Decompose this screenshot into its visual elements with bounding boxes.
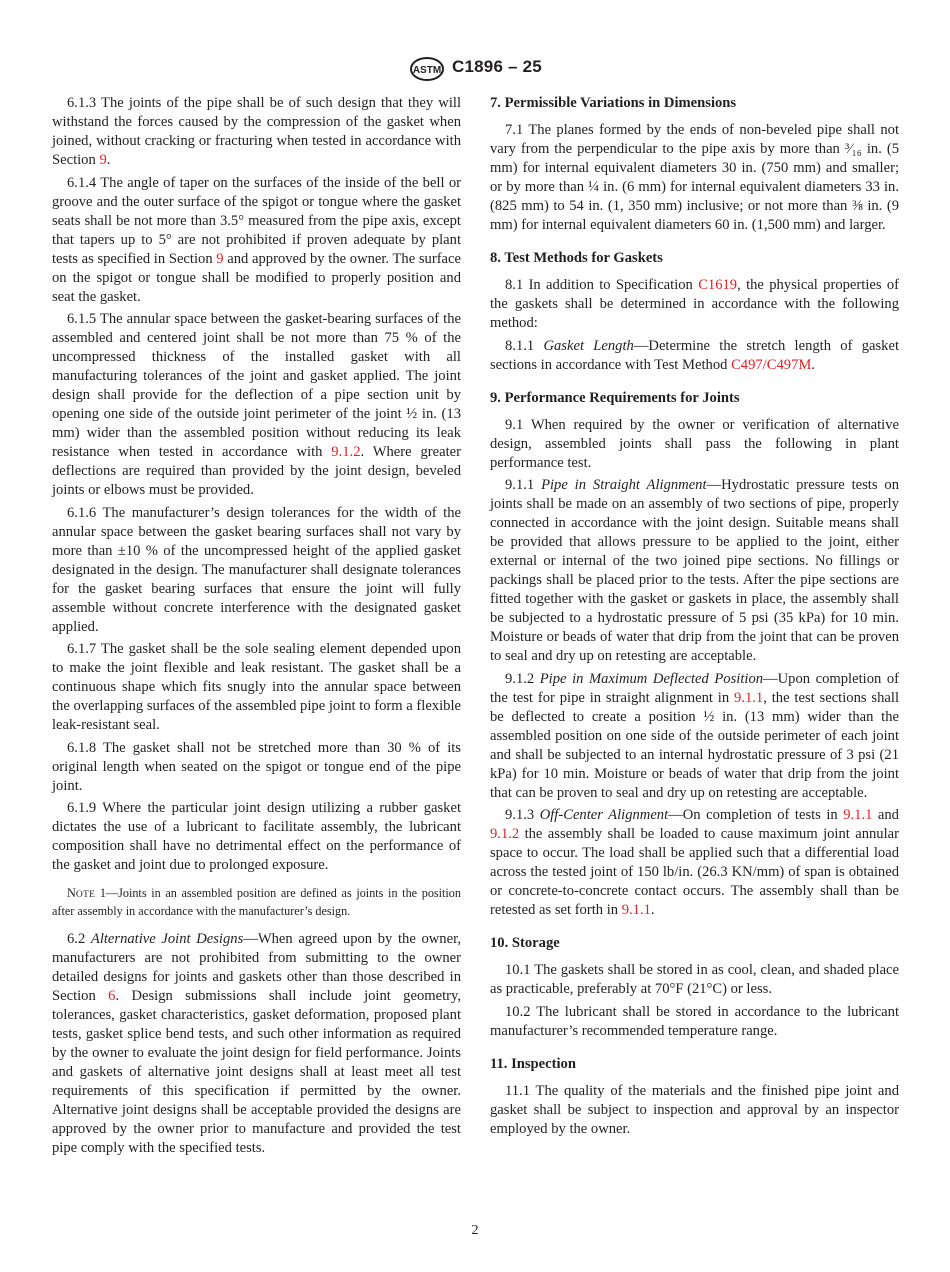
document-id: C1896 – 25	[452, 57, 542, 76]
ref-link-section-9[interactable]: 9	[99, 152, 107, 168]
ref-link-9-1-1[interactable]: 9.1.1	[843, 807, 873, 823]
heading-section-9: 9. Performance Requirements for Joints	[490, 389, 740, 406]
section-6-1-7: 6.1.7 The gasket shall be the sole sealing element depended upon to make the joint flexible and leak resistant. The gasket shall be a continuous shape which fits snugly into the annular space between the overlapping surfaces of the assembled pipe joint to form a flexible leak-resistant seal.	[52, 641, 461, 733]
section-6-1-9: 6.1.9 Where the particular joint design utilizing a rubber gasket dictates the use of a lubricant to facilitate assembly, the lubricant composition shall have no detrimental effect on the performance of the gasket and joint due to prolonged exposure.	[52, 800, 461, 873]
section-6-1-5: 6.1.5 The annular space between the gasket-bearing surfaces of the assembled and centered joint shall be not more than 75 % of the uncompressed thickness of the installed gasket with all manufacturing tolerances of the joint and gasket applied. The joint design shall provide for the deflection of a pipe section unit by opening one side of the outside joint perimeter of the joint ½ in. (13 mm) wider than the assembled position without reducing its leak resistance when tested in accordance with 9.1.2. Where greater deflections are required than provided by the joint design, beveled joints or elbows must be provided.	[52, 311, 461, 498]
note-1: NOTE 1—Joints in an assembled position are defined as joints in the position after assembly in accordance with the manufacturer’s design.	[52, 886, 461, 918]
ref-link-c497[interactable]: C497/C497M	[731, 356, 812, 373]
astm-logo-icon	[409, 56, 445, 82]
ref-link-section-9[interactable]: 9	[216, 250, 224, 267]
section-9-1-3: 9.1.3 Off-Center Alignment—On completion of tests in 9.1.1 and 9.1.2 the assembly shall be loaded to cause maximum joint annular space to occur. The load shall be applied such that a differential load across the tested joint of 150 lb/in. (26.3 KN/mm) of span is obtained or concrete-to-concrete contact occurs. The assembly shall than be retested as set forth in 9.1.1.	[490, 807, 899, 918]
svg-text:ASTM: ASTM	[412, 65, 442, 76]
left-column	[52, 94, 461, 1162]
section-6-1-6: 6.1.6 The manufacturer’s design tolerances for the width of the annular space between the gasket bearing surfaces shall not vary by more than ±10 % of the uncompressed height of the applied gasket designated in the design. The manufacturer shall designate tolerances for the gasket bearing surfaces that ensure the joint will fully assemble without concrete interference with the designated gasket applied.	[52, 504, 461, 635]
section-6-1-8: 6.1.8 The gasket shall not be stretched more than 30 % of its original length when seated on the spigot or tongue end of the pipe joint.	[52, 739, 461, 794]
section-10-2: 10.2 The lubricant shall be stored in accordance to the lubricant manufacturer’s recommended temperature range.	[490, 1003, 899, 1039]
right-column	[490, 94, 899, 1142]
section-6-2: 6.2 Alternative Joint Designs—When agreed upon by the owner, manufacturers are not prohibited from submitting to the owner detailed designs for joints and gaskets other than those described in Section 6. Design submissions shall include joint geometry, tolerances, gasket characteristics, gasket deformation, proposed plant tests, gasket splice bend tests, and such other information as required by the owner to evaluate the joint design for field performance. Joints and gaskets of alternative joint designs shall at least meet all test requirements of this specification if permitted by the owner. Alternative joint designs shall be acceptable provided the designs are approved by the owner prior to manufacture and provided the test pipe comply with the specified tests.	[52, 931, 461, 1156]
ref-link-c1619[interactable]: C1619	[698, 277, 738, 293]
section-9-1-2: 9.1.2 Pipe in Maximum Deflected Position—Upon completion of the test for pipe in straight alignment in 9.1.1, the test sections shall be deflected to create a position ½ in. (13 mm) wider than the assembled position on one side of the outside perimeter of each joint and shall be subjected to an internal hydrostatic pressure of 3 psi (21 kPa) for 10 min. Moisture or beads of water that drip from the joint that can be proven to seal and dry up on retesting are acceptable.	[490, 670, 900, 801]
ref-link-9-1-1[interactable]: 9.1.1	[734, 689, 764, 706]
heading-section-11: 11. Inspection	[490, 1055, 576, 1072]
section-9-1-1: 9.1.1 Pipe in Straight Alignment—Hydrostatic pressure tests on joints shall be made on an assembly of two sections of pipe, properly connected in accordance with the joint design. Suitable means shall be provided that allows pressure to be applied to the joint, either external or internal of the two joined pipe sections. No fillings or packings shall be placed prior to the tests. After the pipe sections are fitted together with the gasket or gaskets in place, the assembly shall be subjected to a hydrostatic pressure of 5 psi (35 kPa) for 10 min. Moisture or beads of water that drip from the joint that can be proven to seal and dry up on retesting are acceptable.	[490, 477, 899, 664]
section-10-1: 10.1 The gaskets shall be stored in as cool, clean, and shaded place as practicable, preferably at 70°F (21°C) or less.	[490, 962, 899, 997]
ref-link-section-6[interactable]: 6	[108, 988, 116, 1004]
ref-link-9-1-2[interactable]: 9.1.2	[490, 826, 520, 842]
section-8-1-1: 8.1.1 Gasket Length—Determine the stretch length of gasket sections in accordance with Test Method C497/C497M.	[490, 337, 899, 373]
page-header	[0, 56, 950, 82]
section-9-1: 9.1 When required by the owner or verification of alternative design, assembled joints shall pass the following in plant performance test.	[490, 416, 899, 471]
ref-link-9-1-2[interactable]: 9.1.2	[331, 444, 361, 460]
section-7-1: 7.1 The planes formed by the ends of non-beveled pipe shall not vary from the perpendicular to the pipe axis by more than ³⁄₁₆ in. (5 mm) for internal equivalent diameters 30 in. (750 mm) and smaller; or by more than ¼ in. (6 mm) for internal equivalent diameters 33 in. (825 mm) to 54 in. (1, 350 mm) inclusive; or not more than ⅜ in. (9 mm) for internal equivalent diameters 60 in. (1,500 mm) and larger.	[490, 122, 899, 233]
section-6-1-3: 6.1.3 The joints of the pipe shall be of such design that they will withstand the forces caused by the compression of the gasket when joined, without cracking or fracturing when tested in accordance with Section 9.	[52, 95, 461, 168]
heading-section-10: 10. Storage	[490, 935, 560, 951]
heading-section-8: 8. Test Methods for Gaskets	[490, 250, 663, 266]
section-6-1-4: 6.1.4 The angle of taper on the surfaces of the inside of the bell or groove and the outer surface of the spigot or tongue where the gasket seats shall be not more than 3.5° measured from the pipe axis, except that tapers up to 5° are not prohibited if proven adequate by plant tests as specified in Section 9 and approved by the owner. The surface on the spigot or tongue shall be modified to properly position and seat the gasket.	[52, 174, 461, 305]
page-number: 2	[471, 1223, 479, 1238]
section-8-1: 8.1 In addition to Specification C1619, the physical properties of the gaskets shall be determined in accordance with the following method:	[490, 277, 900, 331]
heading-section-7: 7. Permissible Variations in Dimensions	[490, 95, 737, 111]
ref-link-9-1-1[interactable]: 9.1.1	[621, 902, 651, 918]
section-11-1: 11.1 The quality of the materials and the finished pipe joint and gasket shall be subject to inspection and approval by an inspector employed by the owner.	[490, 1082, 899, 1137]
